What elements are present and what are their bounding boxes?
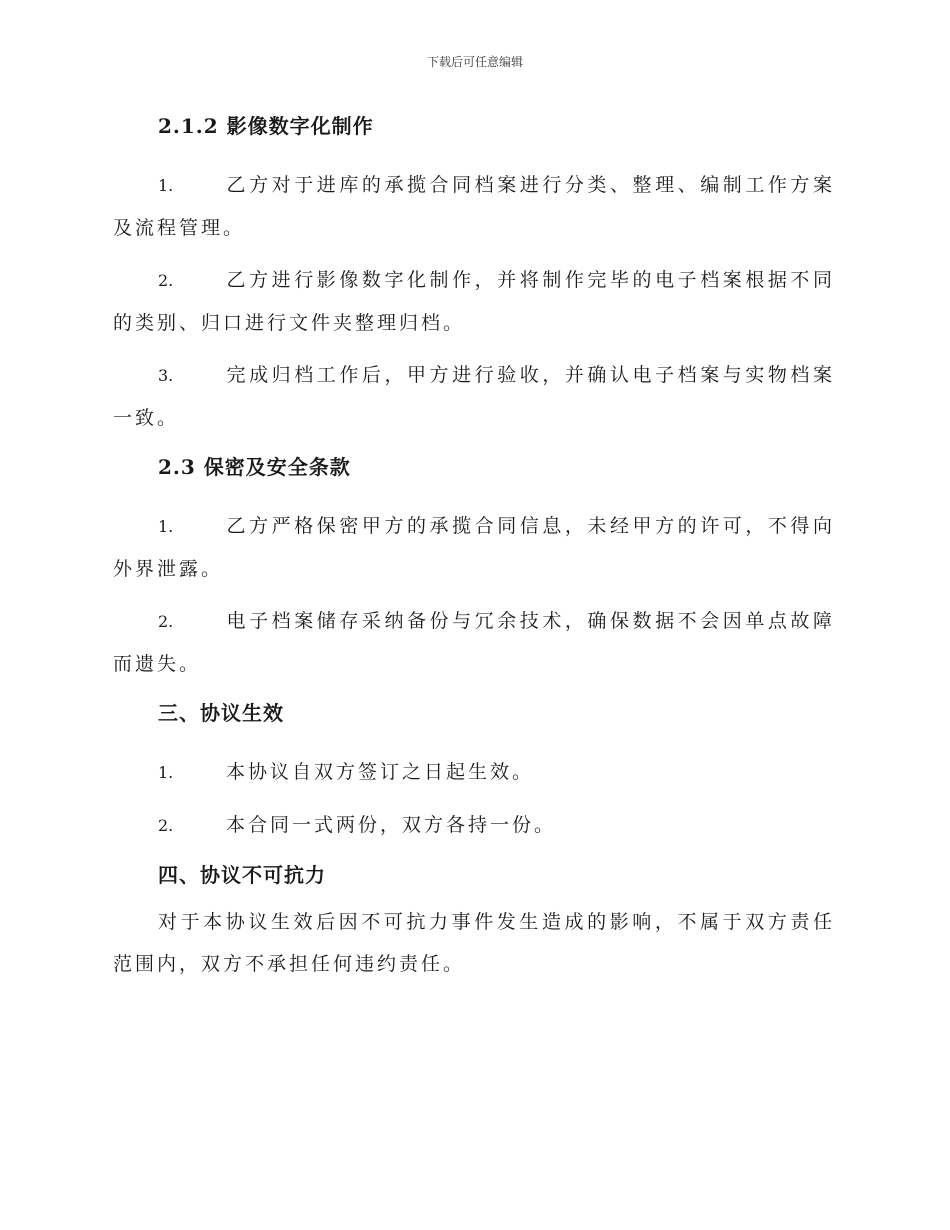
section-heading: 三、协议生效 bbox=[158, 701, 284, 725]
item-text: 乙方对于进库的承揽合同档案进行分类、整理、编制工作方案及流程管理。 bbox=[113, 174, 835, 239]
list-item bbox=[113, 505, 835, 590]
section-heading: 2.3 保密及安全条款 bbox=[158, 455, 351, 479]
item-number: 3. bbox=[158, 366, 174, 385]
paragraph: 对于本协议生效后因不可抗力事件发生造成的影响，不属于双方责任范围内，双方不承担任何违约责任。 bbox=[113, 911, 835, 975]
list-item bbox=[113, 600, 835, 685]
list-item bbox=[113, 164, 835, 249]
item-text: 本合同一式两份，双方各持一份。 bbox=[226, 814, 557, 836]
page-header: 下载后可任意编辑 bbox=[426, 55, 523, 69]
section-heading: 2.1.2 影像数字化制作 bbox=[158, 114, 374, 138]
list-item bbox=[113, 751, 835, 794]
item-number: 1. bbox=[158, 517, 174, 536]
list-item bbox=[113, 354, 835, 439]
item-number: 1. bbox=[158, 176, 174, 195]
item-text: 电子档案储存采纳备份与冗余技术，确保数据不会因单点故障而遗失。 bbox=[113, 610, 835, 675]
item-number: 1. bbox=[158, 763, 174, 782]
section-heading: 四、协议不可抗力 bbox=[158, 863, 326, 887]
item-text: 本协议自双方签订之日起生效。 bbox=[226, 761, 535, 783]
document-body bbox=[113, 112, 835, 985]
item-number: 2. bbox=[158, 612, 174, 631]
item-text: 乙方进行影像数字化制作，并将制作完毕的电子档案根据不同的类别、归口进行文件夹整理归档。 bbox=[113, 269, 835, 334]
item-number: 2. bbox=[158, 271, 174, 290]
item-number: 2. bbox=[158, 816, 174, 835]
list-item bbox=[113, 259, 835, 344]
list-item bbox=[113, 804, 835, 847]
item-text: 乙方严格保密甲方的承揽合同信息，未经甲方的许可，不得向外界泄露。 bbox=[113, 515, 835, 580]
item-text: 完成归档工作后，甲方进行验收，并确认电子档案与实物档案一致。 bbox=[113, 364, 835, 429]
